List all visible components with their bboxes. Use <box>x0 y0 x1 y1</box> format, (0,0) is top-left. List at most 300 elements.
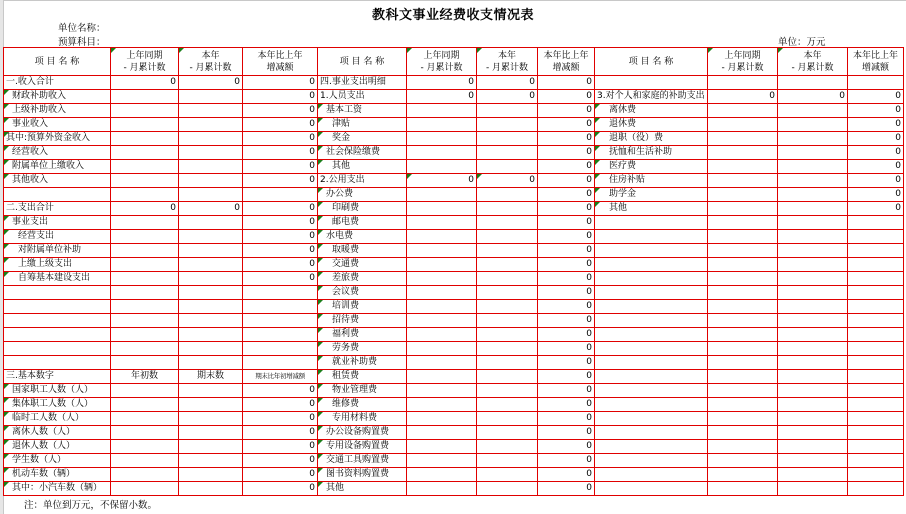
income-expense-name-cell[interactable]: 临时工人数（人） <box>4 412 111 426</box>
subsidy-prev-cell[interactable] <box>708 146 778 160</box>
subsidy-cur-cell[interactable] <box>778 76 848 90</box>
detail-diff-cell[interactable]: 0 <box>538 230 595 244</box>
subsidy-diff-cell[interactable]: 0 <box>848 118 904 132</box>
subsidy-diff-cell[interactable]: 0 <box>848 146 904 160</box>
income-expense-diff-cell[interactable]: 0 <box>243 398 318 412</box>
subsidy-cur-cell[interactable] <box>778 454 848 468</box>
detail-diff-cell[interactable]: 0 <box>538 202 595 216</box>
subsidy-cur-cell[interactable] <box>778 146 848 160</box>
detail-cur-cell[interactable] <box>477 146 538 160</box>
detail-prev-cell[interactable] <box>407 230 477 244</box>
detail-cur-cell[interactable] <box>477 356 538 370</box>
income-expense-diff-cell[interactable]: 0 <box>243 244 318 258</box>
income-expense-prev-cell[interactable] <box>111 146 179 160</box>
income-expense-cur-cell[interactable] <box>179 160 243 174</box>
subsidy-name-cell[interactable] <box>595 300 708 314</box>
income-expense-prev-cell[interactable] <box>111 118 179 132</box>
subsidy-cur-cell[interactable] <box>778 174 848 188</box>
income-expense-cur-cell[interactable] <box>179 468 243 482</box>
subsidy-cur-cell[interactable] <box>778 370 848 384</box>
detail-name-cell[interactable]: 招待费 <box>318 314 407 328</box>
subsidy-name-cell[interactable] <box>595 426 708 440</box>
detail-diff-cell[interactable]: 0 <box>538 440 595 454</box>
subsidy-cur-cell[interactable] <box>778 342 848 356</box>
detail-prev-cell[interactable] <box>407 118 477 132</box>
detail-prev-cell[interactable] <box>407 328 477 342</box>
detail-cur-cell[interactable] <box>477 342 538 356</box>
income-expense-cur-cell[interactable] <box>179 454 243 468</box>
detail-name-cell[interactable]: 1.人员支出 <box>318 90 407 104</box>
subsidy-name-cell[interactable]: 医疗费 <box>595 160 708 174</box>
subsidy-cur-cell[interactable] <box>778 482 848 496</box>
subsidy-name-cell[interactable]: 抚恤和生活补助 <box>595 146 708 160</box>
income-expense-name-cell[interactable]: 上缴上级支出 <box>4 258 111 272</box>
detail-diff-cell[interactable]: 0 <box>538 146 595 160</box>
detail-name-cell[interactable]: 水电费 <box>318 230 407 244</box>
detail-diff-cell[interactable]: 0 <box>538 384 595 398</box>
income-expense-diff-cell[interactable]: 0 <box>243 272 318 286</box>
detail-cur-cell[interactable] <box>477 244 538 258</box>
subsidy-cur-cell[interactable] <box>778 272 848 286</box>
income-expense-name-cell[interactable] <box>4 328 111 342</box>
detail-cur-cell[interactable] <box>477 468 538 482</box>
detail-diff-cell[interactable]: 0 <box>538 90 595 104</box>
subsidy-prev-cell[interactable] <box>708 188 778 202</box>
detail-cur-cell[interactable] <box>477 216 538 230</box>
income-expense-name-cell[interactable] <box>4 188 111 202</box>
detail-name-cell[interactable]: 取暖费 <box>318 244 407 258</box>
subsidy-cur-cell[interactable] <box>778 132 848 146</box>
detail-name-cell[interactable]: 津贴 <box>318 118 407 132</box>
income-expense-prev-cell[interactable] <box>111 272 179 286</box>
detail-diff-cell[interactable]: 0 <box>538 118 595 132</box>
income-expense-prev-cell[interactable]: 0 <box>111 76 179 90</box>
subsidy-prev-cell[interactable] <box>708 258 778 272</box>
income-expense-name-cell[interactable]: 一.收入合计 <box>4 76 111 90</box>
subsidy-prev-cell[interactable] <box>708 244 778 258</box>
subsidy-cur-cell[interactable] <box>778 412 848 426</box>
income-expense-prev-cell[interactable] <box>111 454 179 468</box>
income-expense-cur-cell[interactable] <box>179 286 243 300</box>
detail-diff-cell[interactable]: 0 <box>538 132 595 146</box>
income-expense-cur-cell[interactable] <box>179 188 243 202</box>
detail-cur-cell[interactable] <box>477 286 538 300</box>
detail-cur-cell[interactable] <box>477 202 538 216</box>
detail-diff-cell[interactable]: 0 <box>538 286 595 300</box>
income-expense-cur-cell[interactable] <box>179 356 243 370</box>
subsidy-cur-cell[interactable] <box>778 328 848 342</box>
income-expense-name-cell[interactable]: 上级补助收入 <box>4 104 111 118</box>
subsidy-cur-cell[interactable] <box>778 104 848 118</box>
income-expense-name-cell[interactable]: 事业支出 <box>4 216 111 230</box>
income-expense-name-cell[interactable]: 经营支出 <box>4 230 111 244</box>
income-expense-cur-cell[interactable] <box>179 328 243 342</box>
income-expense-diff-cell[interactable] <box>243 286 318 300</box>
detail-diff-cell[interactable]: 0 <box>538 370 595 384</box>
subsidy-name-cell[interactable] <box>595 258 708 272</box>
detail-diff-cell[interactable]: 0 <box>538 482 595 496</box>
detail-diff-cell[interactable]: 0 <box>538 76 595 90</box>
detail-cur-cell[interactable] <box>477 440 538 454</box>
subsidy-diff-cell[interactable] <box>848 454 904 468</box>
subsidy-diff-cell[interactable] <box>848 342 904 356</box>
income-expense-name-cell[interactable]: 学生数（人） <box>4 454 111 468</box>
subsidy-prev-cell[interactable] <box>708 174 778 188</box>
detail-diff-cell[interactable]: 0 <box>538 454 595 468</box>
subsidy-prev-cell[interactable] <box>708 300 778 314</box>
detail-prev-cell[interactable] <box>407 132 477 146</box>
income-expense-name-cell[interactable]: 财政补助收入 <box>4 90 111 104</box>
subsidy-diff-cell[interactable] <box>848 398 904 412</box>
income-expense-cur-cell[interactable] <box>179 440 243 454</box>
detail-cur-cell[interactable] <box>477 188 538 202</box>
detail-diff-cell[interactable]: 0 <box>538 272 595 286</box>
income-expense-cur-cell[interactable] <box>179 118 243 132</box>
detail-prev-cell[interactable] <box>407 216 477 230</box>
subsidy-cur-cell[interactable]: 0 <box>778 90 848 104</box>
detail-name-cell[interactable]: 其他 <box>318 482 407 496</box>
subsidy-diff-cell[interactable] <box>848 314 904 328</box>
subsidy-name-cell[interactable]: 其他 <box>595 202 708 216</box>
subsidy-prev-cell[interactable] <box>708 468 778 482</box>
subsidy-cur-cell[interactable] <box>778 286 848 300</box>
income-expense-cur-cell[interactable] <box>179 384 243 398</box>
subsidy-diff-cell[interactable] <box>848 468 904 482</box>
subsidy-cur-cell[interactable] <box>778 426 848 440</box>
detail-cur-cell[interactable] <box>477 384 538 398</box>
income-expense-name-cell[interactable] <box>4 286 111 300</box>
subsidy-prev-cell[interactable] <box>708 454 778 468</box>
detail-prev-cell[interactable] <box>407 188 477 202</box>
subsidy-cur-cell[interactable] <box>778 258 848 272</box>
income-expense-cur-cell[interactable] <box>179 146 243 160</box>
income-expense-name-cell[interactable]: 三.基本数字 <box>4 370 111 384</box>
detail-name-cell[interactable]: 福利费 <box>318 328 407 342</box>
detail-diff-cell[interactable]: 0 <box>538 412 595 426</box>
detail-diff-cell[interactable]: 0 <box>538 426 595 440</box>
detail-prev-cell[interactable] <box>407 426 477 440</box>
detail-name-cell[interactable]: 租赁费 <box>318 370 407 384</box>
detail-diff-cell[interactable]: 0 <box>538 328 595 342</box>
detail-prev-cell[interactable] <box>407 202 477 216</box>
subsidy-name-cell[interactable]: 3.对个人和家庭的补助支出 <box>595 90 708 104</box>
subsidy-name-cell[interactable] <box>595 328 708 342</box>
income-expense-prev-cell[interactable] <box>111 384 179 398</box>
subsidy-diff-cell[interactable] <box>848 230 904 244</box>
subsidy-diff-cell[interactable] <box>848 300 904 314</box>
detail-diff-cell[interactable]: 0 <box>538 216 595 230</box>
subsidy-name-cell[interactable] <box>595 412 708 426</box>
subsidy-diff-cell[interactable]: 0 <box>848 202 904 216</box>
detail-cur-cell[interactable] <box>477 300 538 314</box>
subsidy-diff-cell[interactable] <box>848 482 904 496</box>
detail-name-cell[interactable]: 印刷费 <box>318 202 407 216</box>
subsidy-prev-cell[interactable] <box>708 370 778 384</box>
detail-name-cell[interactable]: 劳务费 <box>318 342 407 356</box>
income-expense-name-cell[interactable]: 其他收入 <box>4 174 111 188</box>
subsidy-name-cell[interactable] <box>595 230 708 244</box>
detail-cur-cell[interactable] <box>477 230 538 244</box>
income-expense-prev-cell[interactable] <box>111 482 179 496</box>
income-expense-prev-cell[interactable] <box>111 188 179 202</box>
subsidy-diff-cell[interactable] <box>848 384 904 398</box>
detail-diff-cell[interactable]: 0 <box>538 300 595 314</box>
detail-cur-cell[interactable] <box>477 104 538 118</box>
subsidy-diff-cell[interactable] <box>848 328 904 342</box>
subsidy-diff-cell[interactable]: 0 <box>848 160 904 174</box>
detail-prev-cell[interactable] <box>407 398 477 412</box>
income-expense-diff-cell[interactable] <box>243 188 318 202</box>
subsidy-diff-cell[interactable] <box>848 244 904 258</box>
subsidy-diff-cell[interactable] <box>848 258 904 272</box>
subsidy-prev-cell[interactable] <box>708 412 778 426</box>
detail-name-cell[interactable]: 会议费 <box>318 286 407 300</box>
subsidy-name-cell[interactable] <box>595 482 708 496</box>
income-expense-prev-cell[interactable] <box>111 104 179 118</box>
subsidy-diff-cell[interactable] <box>848 76 904 90</box>
detail-name-cell[interactable]: 差旅费 <box>318 272 407 286</box>
subsidy-name-cell[interactable]: 退休费 <box>595 118 708 132</box>
subsidy-name-cell[interactable] <box>595 314 708 328</box>
income-expense-diff-cell[interactable]: 0 <box>243 230 318 244</box>
detail-cur-cell[interactable]: 0 <box>477 174 538 188</box>
subsidy-name-cell[interactable] <box>595 356 708 370</box>
subsidy-prev-cell[interactable] <box>708 398 778 412</box>
detail-name-cell[interactable]: 交通工具购置费 <box>318 454 407 468</box>
detail-cur-cell[interactable] <box>477 398 538 412</box>
detail-diff-cell[interactable]: 0 <box>538 104 595 118</box>
subsidy-cur-cell[interactable] <box>778 160 848 174</box>
income-expense-cur-cell[interactable] <box>179 272 243 286</box>
income-expense-diff-cell[interactable]: 0 <box>243 132 318 146</box>
subsidy-diff-cell[interactable]: 0 <box>848 188 904 202</box>
detail-prev-cell[interactable] <box>407 384 477 398</box>
detail-cur-cell[interactable] <box>477 426 538 440</box>
subsidy-diff-cell[interactable]: 0 <box>848 90 904 104</box>
detail-prev-cell[interactable] <box>407 454 477 468</box>
detail-name-cell[interactable]: 社会保险缴费 <box>318 146 407 160</box>
income-expense-diff-cell[interactable]: 0 <box>243 146 318 160</box>
income-expense-cur-cell[interactable] <box>179 90 243 104</box>
subsidy-cur-cell[interactable] <box>778 356 848 370</box>
detail-cur-cell[interactable] <box>477 118 538 132</box>
detail-diff-cell[interactable]: 0 <box>538 398 595 412</box>
detail-name-cell[interactable]: 交通费 <box>318 258 407 272</box>
income-expense-name-cell[interactable]: 集体职工人数（人） <box>4 398 111 412</box>
income-expense-cur-cell[interactable]: 0 <box>179 76 243 90</box>
detail-diff-cell[interactable]: 0 <box>538 244 595 258</box>
income-expense-cur-cell[interactable]: 期末数 <box>179 370 243 384</box>
income-expense-prev-cell[interactable] <box>111 286 179 300</box>
income-expense-prev-cell[interactable] <box>111 300 179 314</box>
subsidy-name-cell[interactable] <box>595 398 708 412</box>
detail-diff-cell[interactable]: 0 <box>538 356 595 370</box>
subsidy-name-cell[interactable] <box>595 286 708 300</box>
subsidy-cur-cell[interactable] <box>778 314 848 328</box>
subsidy-diff-cell[interactable] <box>848 216 904 230</box>
detail-name-cell[interactable]: 专用设备购置费 <box>318 440 407 454</box>
detail-name-cell[interactable]: 就业补助费 <box>318 356 407 370</box>
detail-cur-cell[interactable] <box>477 328 538 342</box>
detail-prev-cell[interactable]: 0 <box>407 90 477 104</box>
income-expense-prev-cell[interactable]: 0 <box>111 202 179 216</box>
detail-name-cell[interactable]: 邮电费 <box>318 216 407 230</box>
income-expense-cur-cell[interactable] <box>179 244 243 258</box>
income-expense-name-cell[interactable] <box>4 342 111 356</box>
income-expense-diff-cell[interactable]: 0 <box>243 118 318 132</box>
income-expense-diff-cell[interactable] <box>243 356 318 370</box>
detail-name-cell[interactable]: 办公设备购置费 <box>318 426 407 440</box>
detail-name-cell[interactable]: 图书资料购置费 <box>318 468 407 482</box>
subsidy-name-cell[interactable] <box>595 76 708 90</box>
subsidy-diff-cell[interactable] <box>848 370 904 384</box>
detail-diff-cell[interactable]: 0 <box>538 160 595 174</box>
income-expense-diff-cell[interactable] <box>243 342 318 356</box>
subsidy-cur-cell[interactable] <box>778 244 848 258</box>
detail-name-cell[interactable]: 2.公用支出 <box>318 174 407 188</box>
detail-name-cell[interactable]: 其他 <box>318 160 407 174</box>
detail-cur-cell[interactable]: 0 <box>477 90 538 104</box>
income-expense-prev-cell[interactable] <box>111 398 179 412</box>
income-expense-prev-cell[interactable] <box>111 90 179 104</box>
income-expense-name-cell[interactable]: 退休人数（人） <box>4 440 111 454</box>
subsidy-prev-cell[interactable] <box>708 76 778 90</box>
subsidy-cur-cell[interactable] <box>778 468 848 482</box>
subsidy-diff-cell[interactable] <box>848 356 904 370</box>
subsidy-prev-cell[interactable] <box>708 426 778 440</box>
income-expense-cur-cell[interactable] <box>179 314 243 328</box>
subsidy-name-cell[interactable] <box>595 454 708 468</box>
income-expense-diff-cell[interactable] <box>243 300 318 314</box>
detail-cur-cell[interactable] <box>477 160 538 174</box>
income-expense-diff-cell[interactable]: 0 <box>243 384 318 398</box>
detail-prev-cell[interactable] <box>407 314 477 328</box>
income-expense-cur-cell[interactable] <box>179 300 243 314</box>
income-expense-diff-cell[interactable] <box>243 314 318 328</box>
income-expense-prev-cell[interactable] <box>111 244 179 258</box>
subsidy-cur-cell[interactable] <box>778 384 848 398</box>
detail-name-cell[interactable]: 专用材料费 <box>318 412 407 426</box>
detail-prev-cell[interactable] <box>407 440 477 454</box>
subsidy-diff-cell[interactable]: 0 <box>848 174 904 188</box>
subsidy-prev-cell[interactable] <box>708 440 778 454</box>
income-expense-cur-cell[interactable] <box>179 216 243 230</box>
subsidy-cur-cell[interactable] <box>778 300 848 314</box>
detail-prev-cell[interactable]: 0 <box>407 76 477 90</box>
detail-name-cell[interactable]: 四.事业支出明细 <box>318 76 407 90</box>
subsidy-diff-cell[interactable]: 0 <box>848 104 904 118</box>
subsidy-prev-cell[interactable] <box>708 230 778 244</box>
income-expense-diff-cell[interactable]: 0 <box>243 160 318 174</box>
detail-diff-cell[interactable]: 0 <box>538 468 595 482</box>
income-expense-cur-cell[interactable] <box>179 482 243 496</box>
income-expense-cur-cell[interactable] <box>179 230 243 244</box>
subsidy-prev-cell[interactable] <box>708 356 778 370</box>
detail-cur-cell[interactable] <box>477 412 538 426</box>
income-expense-name-cell[interactable] <box>4 356 111 370</box>
income-expense-diff-cell[interactable]: 0 <box>243 258 318 272</box>
detail-diff-cell[interactable]: 0 <box>538 188 595 202</box>
detail-prev-cell[interactable] <box>407 468 477 482</box>
income-expense-name-cell[interactable] <box>4 314 111 328</box>
detail-name-cell[interactable]: 培训费 <box>318 300 407 314</box>
detail-prev-cell[interactable] <box>407 370 477 384</box>
income-expense-cur-cell[interactable] <box>179 258 243 272</box>
income-expense-diff-cell[interactable]: 0 <box>243 482 318 496</box>
income-expense-name-cell[interactable]: 自筹基本建设支出 <box>4 272 111 286</box>
income-expense-cur-cell[interactable] <box>179 132 243 146</box>
income-expense-prev-cell[interactable] <box>111 160 179 174</box>
detail-prev-cell[interactable] <box>407 244 477 258</box>
detail-cur-cell[interactable] <box>477 258 538 272</box>
income-expense-cur-cell[interactable] <box>179 398 243 412</box>
income-expense-cur-cell[interactable] <box>179 412 243 426</box>
subsidy-name-cell[interactable]: 离休费 <box>595 104 708 118</box>
subsidy-cur-cell[interactable] <box>778 118 848 132</box>
detail-name-cell[interactable]: 维修费 <box>318 398 407 412</box>
income-expense-name-cell[interactable]: 其中：小汽车数（辆） <box>4 482 111 496</box>
subsidy-diff-cell[interactable] <box>848 412 904 426</box>
subsidy-prev-cell[interactable] <box>708 286 778 300</box>
subsidy-cur-cell[interactable] <box>778 188 848 202</box>
detail-prev-cell[interactable] <box>407 272 477 286</box>
subsidy-name-cell[interactable] <box>595 272 708 286</box>
subsidy-cur-cell[interactable] <box>778 202 848 216</box>
subsidy-cur-cell[interactable] <box>778 230 848 244</box>
subsidy-prev-cell[interactable]: 0 <box>708 90 778 104</box>
income-expense-name-cell[interactable]: 二.支出合计 <box>4 202 111 216</box>
income-expense-prev-cell[interactable] <box>111 468 179 482</box>
income-expense-diff-cell[interactable] <box>243 328 318 342</box>
income-expense-diff-cell[interactable]: 0 <box>243 76 318 90</box>
subsidy-prev-cell[interactable] <box>708 202 778 216</box>
subsidy-prev-cell[interactable] <box>708 160 778 174</box>
subsidy-name-cell[interactable] <box>595 342 708 356</box>
income-expense-prev-cell[interactable] <box>111 258 179 272</box>
subsidy-prev-cell[interactable] <box>708 482 778 496</box>
income-expense-diff-cell[interactable]: 0 <box>243 426 318 440</box>
subsidy-name-cell[interactable] <box>595 244 708 258</box>
subsidy-name-cell[interactable]: 住房补贴 <box>595 174 708 188</box>
detail-cur-cell[interactable] <box>477 454 538 468</box>
subsidy-diff-cell[interactable]: 0 <box>848 132 904 146</box>
income-expense-cur-cell[interactable] <box>179 104 243 118</box>
income-expense-diff-cell[interactable]: 0 <box>243 454 318 468</box>
detail-cur-cell[interactable] <box>477 370 538 384</box>
income-expense-name-cell[interactable] <box>4 300 111 314</box>
subsidy-prev-cell[interactable] <box>708 342 778 356</box>
income-expense-cur-cell[interactable] <box>179 426 243 440</box>
income-expense-diff-cell[interactable]: 0 <box>243 90 318 104</box>
detail-cur-cell[interactable] <box>477 132 538 146</box>
detail-prev-cell[interactable] <box>407 300 477 314</box>
income-expense-diff-cell[interactable]: 0 <box>243 440 318 454</box>
income-expense-prev-cell[interactable] <box>111 426 179 440</box>
detail-diff-cell[interactable]: 0 <box>538 342 595 356</box>
income-expense-prev-cell[interactable] <box>111 412 179 426</box>
subsidy-prev-cell[interactable] <box>708 132 778 146</box>
income-expense-diff-cell[interactable]: 0 <box>243 468 318 482</box>
subsidy-prev-cell[interactable] <box>708 104 778 118</box>
income-expense-name-cell[interactable]: 经营收入 <box>4 146 111 160</box>
detail-prev-cell[interactable] <box>407 146 477 160</box>
subsidy-prev-cell[interactable] <box>708 118 778 132</box>
income-expense-diff-cell[interactable]: 0 <box>243 216 318 230</box>
subsidy-diff-cell[interactable] <box>848 426 904 440</box>
income-expense-name-cell[interactable]: 其中:预算外资金收入 <box>4 132 111 146</box>
subsidy-name-cell[interactable]: 助学金 <box>595 188 708 202</box>
detail-prev-cell[interactable] <box>407 412 477 426</box>
